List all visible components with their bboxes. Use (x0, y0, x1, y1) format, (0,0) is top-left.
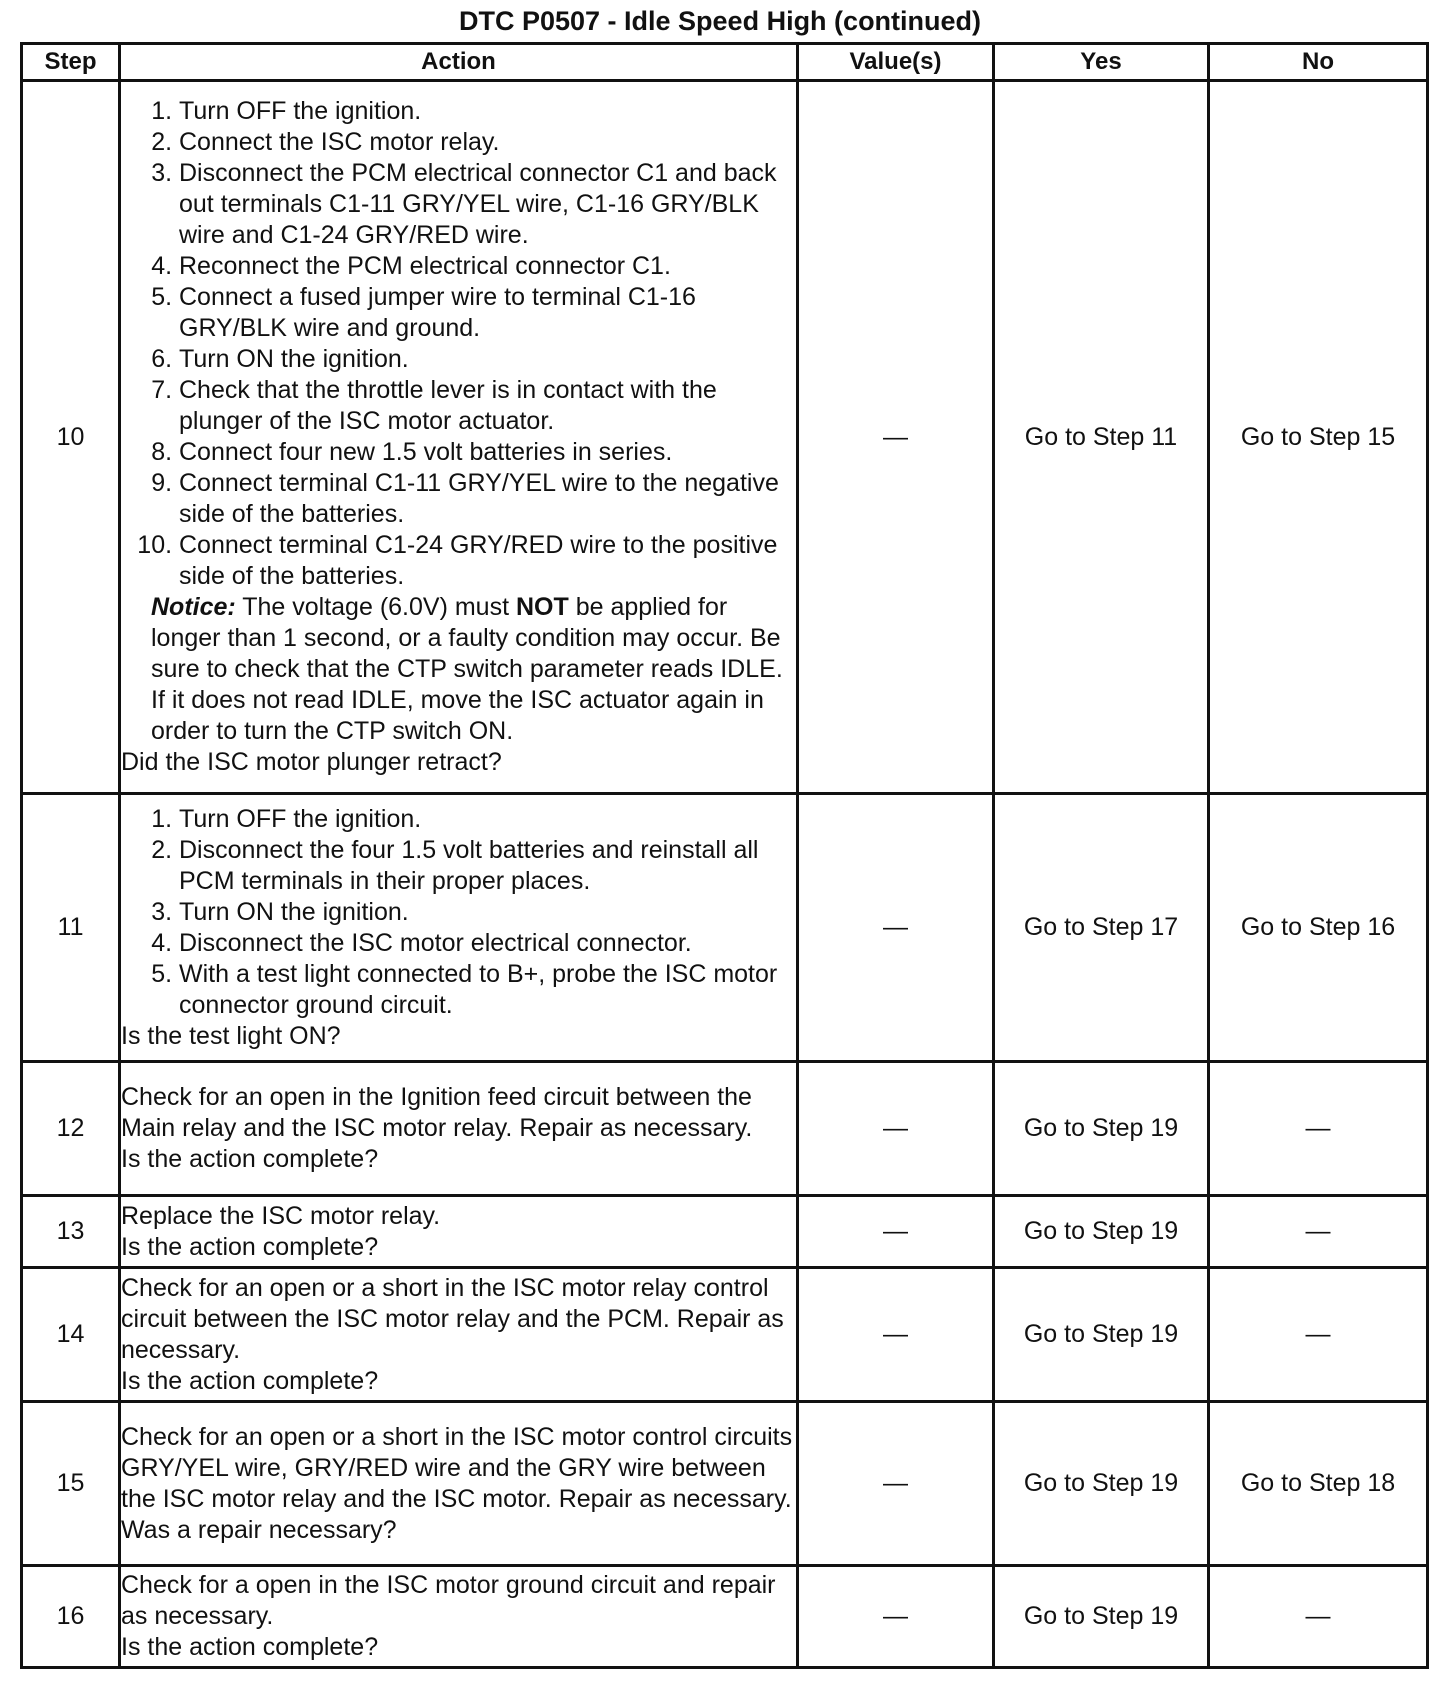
list-item: 3. Disconnect the PCM electrical connector C1 and back out terminals C1-11 GRY/YEL wire, C1-16 GRY/BLK wire and C1-24 GRY/RED wire. (179, 158, 796, 251)
action-cell (120, 794, 798, 1062)
list-item: 6. Turn ON the ignition. (179, 344, 796, 375)
notice-pre: The voltage (6.0V) must (235, 593, 516, 621)
yes-cell: Go to Step 11 (994, 81, 1209, 794)
list-item: 2. Disconnect the four 1.5 volt batteries and reinstall all PCM terminals in their proper places. (179, 835, 796, 897)
action-steps (121, 804, 796, 1021)
step-number: 15 (22, 1402, 120, 1566)
question: Is the action complete? (121, 1232, 379, 1261)
yes-cell: Go to Step 17 (994, 794, 1209, 1062)
value-cell: — (798, 1402, 994, 1566)
action-text: Check for a open in the ISC motor ground circuit and repair as necessary. (121, 1571, 776, 1630)
value-cell: — (798, 1566, 994, 1668)
list-item: 4. Disconnect the ISC motor electrical connector. (179, 928, 796, 959)
list-item: 8. Connect four new 1.5 volt batteries in series. (179, 437, 796, 468)
notice-text (121, 592, 796, 747)
header-step: Step (22, 44, 120, 81)
table-row (22, 1566, 1428, 1668)
table-row (22, 1268, 1428, 1402)
no-cell: — (1209, 1566, 1428, 1668)
header-yes: Yes (994, 44, 1209, 81)
list-item: 1. Turn OFF the ignition. (179, 96, 796, 127)
action-text: Check for an open in the Ignition feed circuit between the Main relay and the ISC motor relay. Repair as necessary. (121, 1083, 753, 1142)
question: Is the action complete? (121, 1145, 379, 1173)
question: Was a repair necessary? (121, 1515, 397, 1544)
header-no: No (1209, 44, 1428, 81)
yes-cell: Go to Step 19 (994, 1062, 1209, 1196)
action-cell (120, 1062, 798, 1196)
notice-label: Notice: (151, 593, 236, 621)
table-row (22, 81, 1428, 794)
yes-cell: Go to Step 19 (994, 1566, 1209, 1668)
list-item: 10. Connect terminal C1-24 GRY/RED wire to the positive side of the batteries. (179, 530, 796, 592)
list-item: 4. Reconnect the PCM electrical connector C1. (179, 251, 796, 282)
action-cell (120, 1268, 798, 1402)
list-item: 7. Check that the throttle lever is in contact with the plunger of the ISC motor actuator. (179, 375, 796, 437)
question: Is the action complete? (121, 1366, 379, 1395)
list-item: 5. Connect a fused jumper wire to terminal C1-16 GRY/BLK wire and ground. (179, 282, 796, 344)
yes-cell: Go to Step 19 (994, 1402, 1209, 1566)
table-row (22, 1402, 1428, 1566)
notice-post: be applied for longer than 1 second, or a faulty condition may occur. Be sure to check that the CTP switch parameter reads IDLE. If it does not read IDLE, move the ISC actuator again in order to turn the CTP switch ON. (151, 593, 783, 745)
action-cell (120, 1196, 798, 1268)
step-number: 10 (22, 81, 120, 794)
question: Is the test light ON? (121, 1021, 341, 1050)
yes-cell: Go to Step 19 (994, 1268, 1209, 1402)
table-row (22, 1062, 1428, 1196)
action-steps (121, 96, 796, 592)
list-item: 5. With a test light connected to B+, probe the ISC motor connector ground circuit. (179, 959, 796, 1021)
step-number: 12 (22, 1062, 120, 1196)
step-number: 13 (22, 1196, 120, 1268)
action-cell (120, 1566, 798, 1668)
list-item: 2. Connect the ISC motor relay. (179, 127, 796, 158)
step-number: 11 (22, 794, 120, 1062)
notice-emphasis: NOT (515, 593, 569, 621)
no-cell: Go to Step 15 (1209, 81, 1428, 794)
list-item: 1. Turn OFF the ignition. (179, 804, 796, 835)
list-item: 9. Connect terminal C1-11 GRY/YEL wire to the negative side of the batteries. (179, 468, 796, 530)
action-text: Replace the ISC motor relay. (121, 1201, 441, 1230)
step-number: 14 (22, 1268, 120, 1402)
table-row (22, 1196, 1428, 1268)
header-action: Action (120, 44, 798, 81)
header-values: Value(s) (798, 44, 994, 81)
action-cell (120, 81, 798, 794)
no-cell: — (1209, 1062, 1428, 1196)
list-item: 3. Turn ON the ignition. (179, 897, 796, 928)
value-cell: — (798, 1196, 994, 1268)
yes-cell: Go to Step 19 (994, 1196, 1209, 1268)
step-number: 16 (22, 1566, 120, 1668)
value-cell: — (798, 81, 994, 794)
action-text: Check for an open or a short in the ISC motor control circuits GRY/YEL wire, GRY/RED wire and the GRY wire between the ISC motor relay and the ISC motor. Repair as necessary. (121, 1422, 793, 1513)
value-cell: — (798, 1268, 994, 1402)
diagnostic-table (20, 42, 1429, 1669)
no-cell: — (1209, 1196, 1428, 1268)
page-title: DTC P0507 - Idle Speed High (continued) (458, 6, 982, 36)
table-row (22, 794, 1428, 1062)
value-cell: — (798, 794, 994, 1062)
no-cell: Go to Step 16 (1209, 794, 1428, 1062)
action-text: Check for an open or a short in the ISC motor relay control circuit between the ISC motor relay and the PCM. Repair as necessary. (121, 1273, 784, 1364)
question: Did the ISC motor plunger retract? (121, 748, 502, 776)
header-row (22, 44, 1428, 81)
no-cell: Go to Step 18 (1209, 1402, 1428, 1566)
question: Is the action complete? (121, 1633, 379, 1661)
action-cell (120, 1402, 798, 1566)
value-cell: — (798, 1062, 994, 1196)
no-cell: — (1209, 1268, 1428, 1402)
